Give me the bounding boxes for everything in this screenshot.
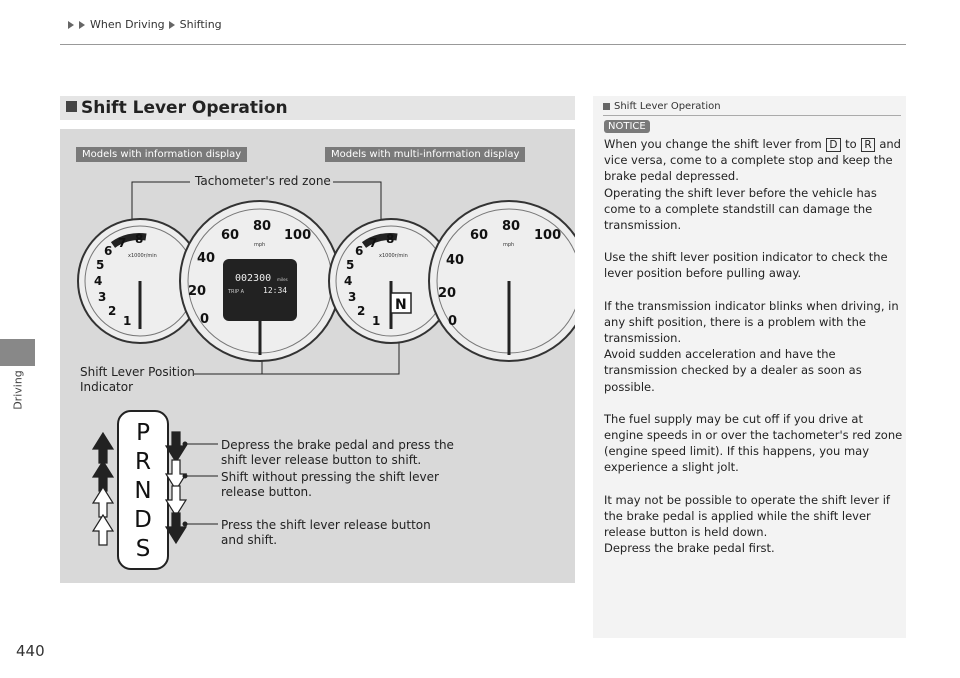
tach-number: 2: [357, 304, 366, 318]
tach-number: 3: [348, 290, 357, 304]
clock-readout: 12:34: [263, 286, 288, 295]
right-instrument-cluster: [329, 201, 575, 361]
speed-number: 100: [534, 228, 562, 243]
tach-number: 2: [108, 304, 117, 318]
sidebar-title-row: [603, 101, 721, 112]
header-rule: [60, 44, 906, 45]
legend-solid-down-line-1: Press the shift lever release button: [221, 518, 431, 532]
tach-number: 1: [372, 314, 381, 328]
gear-letter-d: D: [134, 507, 152, 533]
shift-lever-figure: [60, 129, 575, 583]
tach-number: 6: [355, 244, 364, 258]
gear-letter-n: N: [134, 478, 152, 504]
speed-number: 40: [446, 253, 465, 268]
blink-paragraph: If the transmission indicator blinks when driving, in any shift position, there is a problem with the transmission. Avoid sudden acceleration and have the transmission checked by a dealer as soon as possible.: [604, 298, 899, 394]
breadcrumb-arrow-icon: [79, 21, 85, 29]
speed-number: 60: [470, 228, 489, 243]
model-tag-information-display: Models with information display: [76, 147, 247, 162]
speed-number: 0: [200, 312, 210, 327]
indicator-paragraph: Use the shift lever position indicator to check the lever position before pulling away.: [604, 250, 888, 281]
model-tag-multi-information-display: Models with multi-information display: [325, 147, 525, 162]
sidebar-notes: [593, 96, 906, 638]
tach-number: 8: [135, 232, 144, 246]
speed-number: 0: [448, 314, 458, 329]
gear-letter-s: S: [135, 536, 151, 562]
speed-number: 20: [438, 286, 457, 301]
solid-down-arrow-icon: [166, 432, 186, 462]
breadcrumb: [68, 18, 222, 31]
tach-number: 7: [369, 236, 378, 250]
tach-number: 6: [104, 244, 113, 258]
section-header: [60, 96, 575, 120]
tach-number: 5: [96, 258, 105, 272]
speed-unit: mph: [503, 242, 515, 248]
outline-up-arrow-icon: [93, 515, 113, 545]
speed-number: 20: [188, 284, 207, 299]
release-button-paragraph: It may not be possible to operate the shift lever if the brake pedal is applied while the shift lever release button is held down. Depress the brake pedal first.: [604, 492, 890, 556]
tach-number: 7: [118, 236, 127, 250]
notice-badge: NOTICE: [604, 120, 650, 133]
sidebar-rule: [603, 115, 901, 116]
page-number: 440: [16, 642, 45, 660]
legend-solid-down-line-2: and shift.: [221, 533, 278, 547]
solid-up-arrow-icon: [93, 433, 113, 463]
speed-number: 60: [221, 228, 240, 243]
tach-unit: x1000r/min: [128, 253, 157, 259]
breadcrumb-part-1[interactable]: When Driving: [90, 18, 165, 31]
callout-tachometer-red-zone: Tachometer's red zone: [195, 174, 331, 188]
section-square-icon: [66, 101, 77, 112]
notice-paragraph: When you change the shift lever from D to R and vice versa, come to a complete stop and keep the brake pedal depressed. Operating the shift lever before the vehicle has come to a complete standstill can damage the transmission.: [604, 137, 901, 233]
section-title: Shift Lever Operation: [81, 98, 288, 118]
legend-outline-line-1: Shift without pressing the shift lever: [221, 470, 439, 484]
sidebar-title: Shift Lever Operation: [614, 101, 721, 112]
shift-position-indicator-letter: N: [395, 297, 407, 313]
legend-outline-line-2: release button.: [221, 485, 312, 499]
callout-indicator-line-1: Shift Lever Position: [80, 365, 195, 379]
r-position-icon: R: [861, 138, 874, 152]
tach-number: 3: [98, 290, 107, 304]
legend-leader-lines: [183, 442, 218, 526]
gear-letter-p: P: [136, 420, 150, 446]
breadcrumb-part-2[interactable]: Shifting: [179, 18, 222, 31]
solid-down-arrow-icon: [166, 513, 186, 543]
callout-indicator-line-2: Indicator: [80, 380, 134, 394]
instrument-cluster-illustration: [60, 129, 575, 399]
gear-letter-r: R: [135, 449, 151, 475]
tach-number: 1: [123, 314, 132, 328]
solid-up-arrow-icon: [93, 461, 113, 491]
odometer-readout: 002300: [235, 273, 272, 284]
outline-up-arrow-icon: [93, 487, 113, 517]
d-position-icon: D: [826, 138, 840, 152]
legend-solid-up-line-2: shift lever release button to shift.: [221, 453, 422, 467]
tach-number: 8: [386, 232, 395, 246]
tach-number: 5: [346, 258, 355, 272]
legend-solid-up-line-1: Depress the brake pedal and press the: [221, 438, 454, 452]
sidebar-body: [604, 136, 904, 572]
breadcrumb-arrow-icon: [68, 21, 74, 29]
speed-unit: mph: [254, 242, 266, 248]
chapter-tab: [0, 339, 35, 366]
odometer-unit: miles: [277, 277, 288, 282]
speed-number: 40: [197, 251, 216, 266]
chapter-label: Driving: [11, 370, 25, 410]
gear-position-panel: [117, 410, 169, 570]
speed-number: 80: [253, 219, 272, 234]
tach-unit: x1000r/min: [379, 253, 408, 259]
fuel-cut-paragraph: The fuel supply may be cut off if you drive at engine speeds in or over the tachometer's red zone (engine speed limit). If this happens, you may experience a slight jolt.: [604, 411, 903, 475]
speed-number: 80: [502, 219, 521, 234]
outline-down-arrow-icon: [166, 486, 186, 516]
left-instrument-cluster: [78, 201, 340, 361]
sidebar-marker-icon: [603, 103, 610, 110]
trip-label: TRIP A: [228, 289, 245, 295]
tach-number: 4: [94, 274, 103, 288]
outline-down-arrow-icon: [166, 460, 186, 490]
breadcrumb-arrow-icon: [169, 21, 175, 29]
speed-number: 100: [284, 228, 312, 243]
tach-number: 4: [344, 274, 353, 288]
